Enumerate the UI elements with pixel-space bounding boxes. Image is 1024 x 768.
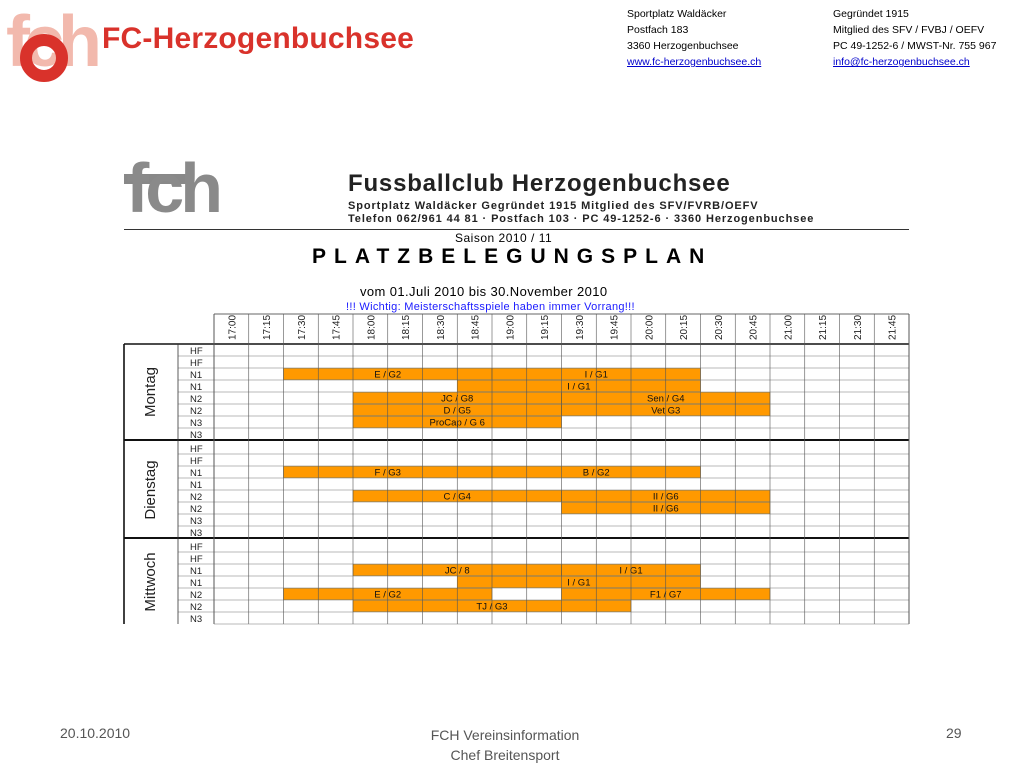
- booking-label: F1 / G7: [649, 589, 682, 601]
- field-label: N2: [190, 504, 203, 515]
- booking-label: I / G1: [619, 565, 643, 577]
- field-label: N1: [190, 480, 203, 491]
- time-label: 20:15: [679, 314, 691, 340]
- field-label: N3: [190, 516, 203, 527]
- address-line: PC 49-1252-6 / MWST-Nr. 755 967: [833, 40, 997, 52]
- time-label: 17:30: [296, 314, 308, 340]
- address-line: Mitglied des SFV / FVBJ / OEFV: [833, 24, 985, 36]
- time-label: 19:15: [540, 314, 552, 340]
- booking-label: B / G2: [582, 467, 610, 479]
- time-label: 18:30: [435, 314, 447, 340]
- field-label: N3: [190, 528, 203, 539]
- plan-title: PLATZBELEGUNGSPLAN: [312, 245, 713, 268]
- fch-logo-letters: fch: [6, 2, 96, 82]
- time-label: 20:45: [748, 314, 760, 340]
- booking-label: JC / G8: [441, 393, 474, 405]
- booking-label: E / G2: [374, 369, 402, 381]
- field-label: N3: [190, 614, 203, 625]
- time-label: 17:15: [262, 314, 274, 340]
- footer-page-number: 29: [946, 725, 962, 741]
- booking-label: C / G4: [443, 491, 471, 503]
- time-label: 20:00: [644, 314, 656, 340]
- booking-label: E / G2: [374, 589, 402, 601]
- day-label: Dienstag: [141, 460, 159, 520]
- booking-label: F / G3: [374, 467, 401, 479]
- footer-title: [0, 725, 1010, 765]
- field-label: N1: [190, 566, 203, 577]
- priority-warning: !!! Wichtig: Meisterschaftsspiele haben immer Vorrang!!!: [346, 301, 635, 313]
- field-label: N2: [190, 602, 203, 613]
- field-label: N1: [190, 370, 203, 381]
- time-label: 19:45: [609, 314, 621, 340]
- time-label: 19:00: [505, 314, 517, 340]
- time-label: 18:45: [470, 314, 482, 340]
- booking-label: II / G6: [652, 503, 679, 515]
- field-label: N1: [190, 468, 203, 479]
- day-label: Mittwoch: [141, 552, 159, 612]
- time-label: 21:45: [887, 314, 899, 340]
- time-label: 21:00: [783, 314, 795, 340]
- field-label: N1: [190, 578, 203, 589]
- time-label: 18:00: [366, 314, 378, 340]
- field-label: N3: [190, 430, 203, 441]
- field-label: HF: [190, 346, 203, 357]
- club-logo-text: FC-Herzogenbuchsee: [102, 22, 414, 55]
- footer-title-line: FCH Vereinsinformation: [430, 727, 580, 743]
- booking-label: TJ / G3: [476, 601, 508, 613]
- field-label: HF: [190, 542, 203, 553]
- address-line: Postfach 183: [627, 24, 689, 36]
- footer-title-line: Chef Breitensport: [450, 747, 560, 763]
- field-label: HF: [190, 444, 203, 455]
- document-logo-letters: fch: [126, 150, 219, 218]
- booking-label: I / G1: [567, 577, 591, 589]
- period-label: vom 01.Juli 2010 bis 30.November 2010: [360, 284, 608, 299]
- time-label: 21:30: [852, 314, 864, 340]
- day-label: Montag: [141, 366, 159, 418]
- time-label: 20:30: [713, 314, 725, 340]
- address-line: Sportplatz Waldäcker: [627, 8, 727, 20]
- booking-label: JC / 8: [444, 565, 470, 577]
- document-address-line-2: Telefon 062/961 44 81 · Postfach 103 · PC 49-1252-6 · 3360 Herzogenbuchsee: [348, 213, 815, 225]
- website-link[interactable]: www.fc-herzogenbuchsee.ch: [627, 56, 762, 68]
- booking-label: I / G1: [584, 369, 608, 381]
- field-label: N3: [190, 418, 203, 429]
- booking-label: Vet G3: [651, 405, 681, 417]
- field-label: HF: [190, 554, 203, 565]
- time-label: 19:30: [574, 314, 586, 340]
- field-label: N2: [190, 406, 203, 417]
- field-label: N1: [190, 382, 203, 393]
- field-label: N2: [190, 394, 203, 405]
- field-label: N2: [190, 590, 203, 601]
- booking-label: D / G5: [443, 405, 471, 417]
- document-club-name: Fussballclub Herzogenbuchsee: [348, 170, 731, 197]
- field-label: HF: [190, 456, 203, 467]
- document-address-line-1: Sportplatz Waldäcker Gegründet 1915 Mitglied des SFV/FVRB/OEFV: [348, 200, 759, 212]
- address-line: Gegründet 1915: [833, 8, 909, 20]
- time-label: 21:15: [818, 314, 830, 340]
- booking-label: ProCap / G 6: [429, 417, 485, 429]
- time-label: 17:00: [227, 314, 239, 340]
- footer-date: 20.10.2010: [60, 725, 131, 741]
- booking-label: I / G1: [567, 381, 591, 393]
- field-label: N2: [190, 492, 203, 503]
- booking-label: II / G6: [652, 491, 679, 503]
- email-link[interactable]: info@fc-herzogenbuchsee.ch: [833, 56, 970, 68]
- field-label: HF: [190, 358, 203, 369]
- booking-label: Sen / G4: [647, 393, 685, 405]
- season-label: Saison 2010 / 11: [455, 231, 553, 245]
- address-line: 3360 Herzogenbuchsee: [627, 40, 739, 52]
- time-label: 17:45: [331, 314, 343, 340]
- time-label: 18:15: [401, 314, 413, 340]
